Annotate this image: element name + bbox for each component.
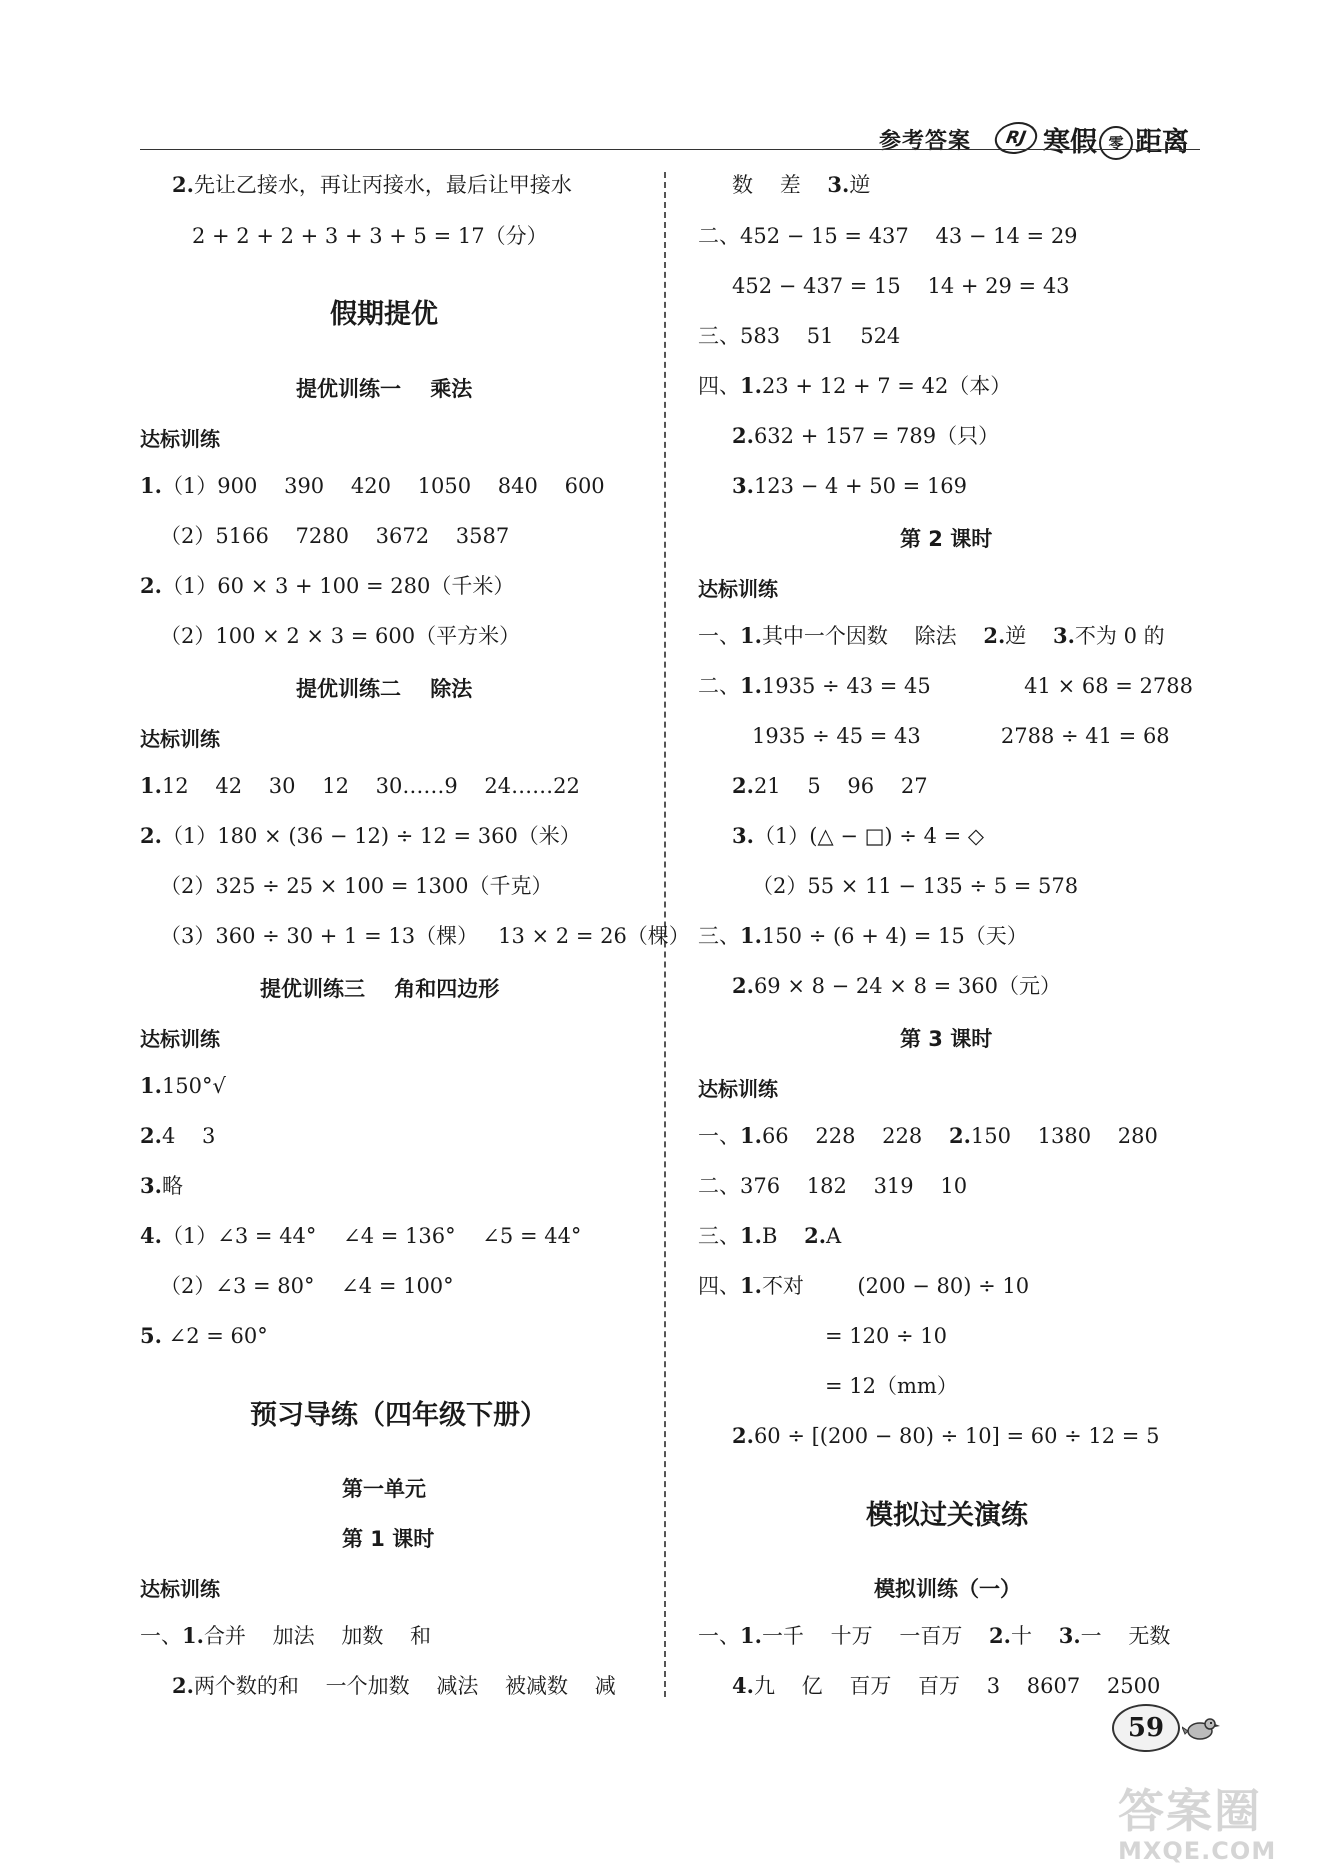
section-title: 模拟过关演练: [866, 1500, 1028, 1531]
answer-line: 二、376 182 319 10: [698, 1174, 968, 1198]
answer-line: （3）360 ÷ 30 + 1 = 13（棵） 13 × 2 = 26（棵）: [160, 924, 690, 948]
answer-line: 452 − 437 = 15 14 + 29 = 43: [732, 274, 1070, 298]
answer-line: 四、1.23 + 12 + 7 = 42（本）: [698, 373, 1012, 398]
answer-line: 一、1.一千 十万 一百万 2.十 3.一 无数: [698, 1623, 1171, 1648]
exercise-label: 达标训练: [698, 577, 778, 601]
answer-line: （2）100 × 2 × 3 = 600（平方米）: [160, 624, 521, 648]
answer-line: 三、583 51 524: [698, 324, 901, 348]
header-label: 参考答案: [879, 129, 972, 154]
exercise-label: 达标训练: [140, 427, 220, 451]
page-number: 59: [1112, 1704, 1180, 1752]
subsection-title: 第 2 课时: [900, 527, 993, 551]
answer-line: 4.九 亿 百万 百万 3 8607 2500: [732, 1673, 1161, 1698]
watermark-url: MXQE.COM: [1118, 1837, 1277, 1865]
answer-line: 1.150°√: [140, 1073, 226, 1098]
answer-line: （2）5166 7280 3672 3587: [160, 524, 510, 548]
answer-line: 二、452 − 15 = 437 43 − 14 = 29: [698, 224, 1078, 248]
watermark-title: 答案圈: [1118, 1784, 1262, 1838]
answer-line: （2）325 ÷ 25 × 100 = 1300（千克）: [160, 874, 553, 898]
answer-line: 3.123 − 4 + 50 = 169: [732, 473, 968, 498]
answer-line: 2.（1）60 × 3 + 100 = 280（千米）: [140, 573, 515, 598]
subsection-title: 第一单元: [342, 1477, 426, 1501]
answer-line: 2.4 3: [140, 1123, 216, 1148]
subsection-title: 模拟训练（一）: [874, 1577, 1021, 1601]
subsection-title: 第 1 课时: [342, 1527, 435, 1551]
answer-line: 二、1.1935 ÷ 43 = 45 41 × 68 = 2788: [698, 673, 1193, 698]
answer-line: 2.（1）180 × (36 − 12) ÷ 12 = 360（米）: [140, 823, 581, 848]
answer-line: 4.（1）∠3 = 44° ∠4 = 136° ∠5 = 44°: [140, 1223, 582, 1248]
answer-line: 2.两个数的和 一个加数 减法 被减数 减: [172, 1673, 616, 1698]
brand-logo: [1043, 120, 1189, 160]
answer-line: 2.69 × 8 − 24 × 8 = 360（元）: [732, 973, 1061, 998]
subsection-title: 第 3 课时: [900, 1027, 993, 1051]
answer-line: 2.60 ÷ [(200 − 80) ÷ 10] = 60 ÷ 12 = 5: [732, 1423, 1160, 1448]
answer-line: 3.（1）(△ − □) ÷ 4 = ◇: [732, 823, 985, 848]
subsection-title: 提优训练一 乘法: [296, 377, 473, 401]
bird-icon: [1182, 1714, 1220, 1744]
answer-line: 1.12 42 30 12 30……9 24……22: [140, 773, 580, 798]
answer-line: （2）∠3 = 80° ∠4 = 100°: [160, 1274, 454, 1298]
answer-line: 2.632 + 157 = 789（只）: [732, 423, 1000, 448]
answer-line: = 120 ÷ 10: [825, 1324, 948, 1348]
answer-line: 四、1.不对 (200 − 80) ÷ 10: [698, 1273, 1030, 1298]
answer-line: 一、1.其中一个因数 除法 2.逆 3.不为 0 的: [698, 623, 1165, 648]
answer-line: 1.（1）900 390 420 1050 840 600: [140, 473, 605, 498]
subsection-title: 提优训练三 角和四边形: [260, 977, 500, 1001]
answer-line: 2.先让乙接水，再让丙接水，最后让甲接水: [172, 172, 572, 197]
answer-line: 三、1.150 ÷ (6 + 4) = 15（天）: [698, 923, 1028, 948]
section-title: 预习导练（四年级下册）: [250, 1400, 547, 1431]
answer-line: 数 差 3.逆: [732, 172, 871, 197]
subsection-title: 提优训练二 除法: [296, 677, 473, 701]
brand-zero-circle: 零: [1099, 126, 1133, 160]
exercise-label: 达标训练: [140, 1577, 220, 1601]
answer-line: （2）55 × 11 − 135 ÷ 5 = 578: [752, 874, 1079, 898]
answer-line: 2 + 2 + 2 + 3 + 3 + 5 = 17（分）: [192, 224, 548, 248]
answer-line: = 12（mm）: [825, 1374, 958, 1398]
exercise-label: 达标训练: [140, 727, 220, 751]
exercise-label: 达标训练: [140, 1027, 220, 1051]
answer-line: 三、1.B 2.A: [698, 1223, 842, 1248]
section-title: 假期提优: [330, 299, 438, 330]
header-rule: [140, 149, 1200, 150]
answer-line: 一、1.66 228 228 2.150 1380 280: [698, 1123, 1158, 1148]
brand-part-b: 距离: [1135, 127, 1189, 158]
brand-part-a: 寒假: [1043, 127, 1097, 158]
answer-line: 2.21 5 96 27: [732, 773, 928, 798]
answer-line: 3.略: [140, 1173, 183, 1198]
exercise-label: 达标训练: [698, 1077, 778, 1101]
watermark: [1118, 1775, 1323, 1870]
answer-line: 一、1.合并 加法 加数 和: [140, 1623, 432, 1648]
answer-line: 5. ∠2 = 60°: [140, 1323, 268, 1348]
page-number-badge: [1108, 1700, 1228, 1760]
answer-line: 1935 ÷ 45 = 43 2788 ÷ 41 = 68: [752, 724, 1170, 748]
rj-badge: RJ: [992, 122, 1040, 154]
